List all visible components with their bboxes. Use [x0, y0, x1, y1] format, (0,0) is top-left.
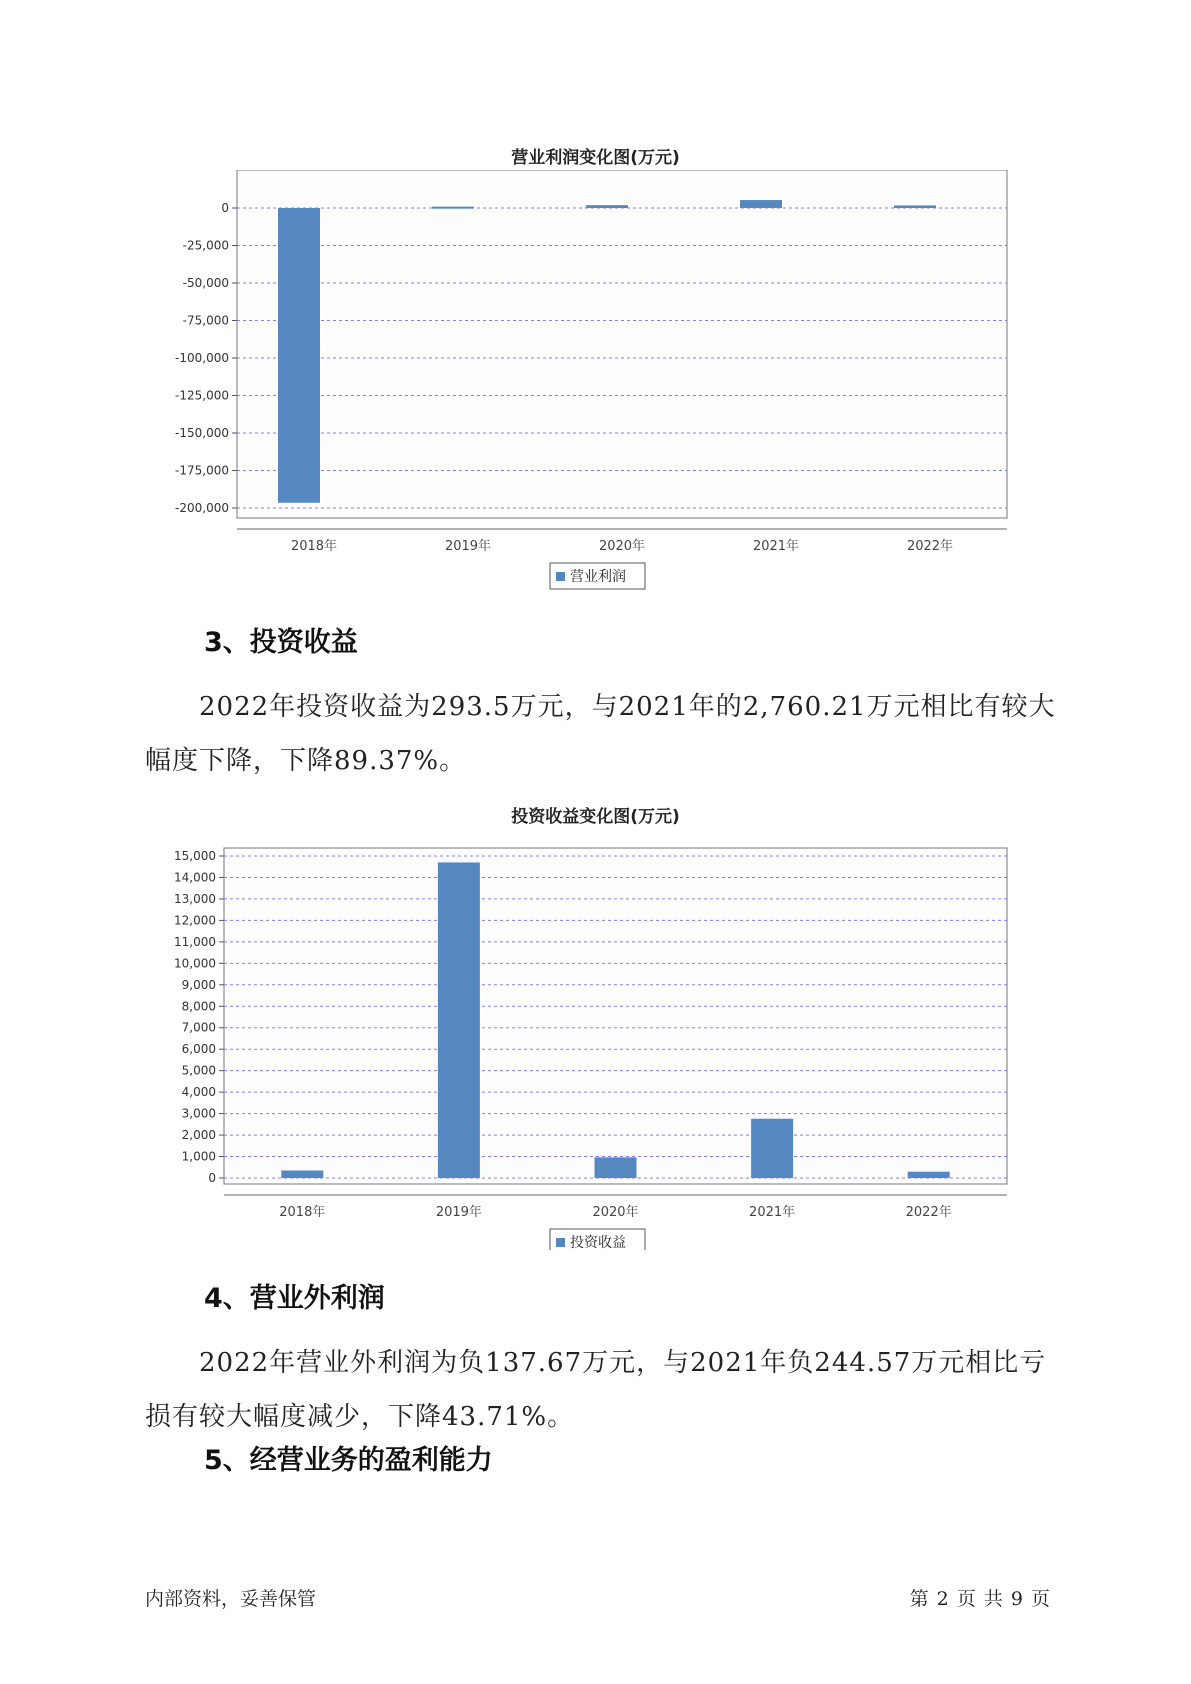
- y-tick-label: 11,000: [174, 934, 216, 949]
- y-tick-label: -100,000: [175, 351, 229, 365]
- y-tick-label: -25,000: [182, 238, 229, 253]
- x-tick-label: 2021年: [749, 1205, 796, 1220]
- x-tick-label: 2021年: [752, 539, 800, 554]
- y-tick-label: 2,000: [181, 1128, 216, 1143]
- y-tick-label: 1,000: [181, 1149, 216, 1164]
- y-tick-label: 14,000: [174, 870, 216, 885]
- y-tick-label: -150,000: [175, 426, 229, 440]
- footer-confidential: 内部资料，妥善保管: [145, 1588, 317, 1610]
- investment-income-chart: [0, 830, 1191, 1250]
- y-tick-label: -200,000: [175, 501, 229, 515]
- y-tick-label: -75,000: [182, 313, 229, 328]
- y-tick-label: 9,000: [181, 977, 216, 992]
- section-3-heading: 3、投资收益: [204, 627, 358, 658]
- chart2-title: 投资收益变化图(万元): [511, 807, 680, 827]
- chart1-title: 营业利润变化图(万元): [511, 148, 680, 168]
- y-tick-label: 8,000: [181, 999, 216, 1014]
- y-tick-label: -125,000: [175, 388, 229, 403]
- y-tick-label: 7,000: [181, 1020, 216, 1035]
- y-tick-label: -50,000: [182, 276, 229, 290]
- bar-投资收益: [595, 1157, 637, 1178]
- bar-投资收益: [908, 1172, 950, 1178]
- section-4-paragraph: 2022年营业外利润为负137.67万元，与2021年负244.57万元相比亏损有较大幅度减少，下降43.71%。: [145, 1348, 1047, 1432]
- x-tick-label: 2022年: [905, 1205, 952, 1220]
- x-tick-label: 2018年: [290, 539, 338, 554]
- y-tick-label: 5,000: [181, 1063, 216, 1078]
- plot-area: [237, 170, 1007, 518]
- bar-营业利润: [586, 205, 628, 208]
- y-tick-label: 12,000: [174, 913, 216, 928]
- bar-营业利润: [894, 205, 936, 208]
- x-tick-label: 2018年: [279, 1205, 326, 1220]
- y-tick-label: 0: [221, 201, 229, 215]
- bar-营业利润: [432, 207, 474, 209]
- legend-label: 营业利润: [570, 569, 626, 585]
- y-tick-label: 0: [208, 1171, 216, 1185]
- legend-label: 投资收益: [570, 1235, 626, 1250]
- legend: [550, 563, 645, 589]
- footer-page-number: 第 2 页 共 9 页: [909, 1588, 1051, 1610]
- x-tick-label: 2020年: [598, 539, 646, 554]
- bar-营业利润: [278, 208, 320, 503]
- y-tick-label: -175,000: [175, 463, 229, 478]
- section-5-heading: 5、经营业务的盈利能力: [204, 1445, 493, 1476]
- legend-swatch: [556, 1238, 565, 1247]
- x-tick-label: 2020年: [592, 1205, 639, 1220]
- plot-area: [224, 848, 1007, 1184]
- bar-投资收益: [438, 862, 480, 1178]
- bar-营业利润: [740, 200, 782, 208]
- bar-投资收益: [751, 1119, 793, 1178]
- bar-投资收益: [281, 1170, 323, 1178]
- y-tick-label: 3,000: [181, 1106, 216, 1121]
- x-tick-label: 2022年: [906, 539, 954, 554]
- x-tick-label: 2019年: [435, 1205, 482, 1220]
- y-tick-label: 4,000: [181, 1085, 216, 1100]
- operating-profit-chart: [0, 170, 1191, 590]
- section-3-paragraph: 2022年投资收益为293.5万元，与2021年的2,760.21万元相比有较大幅度下降，下降89.37%。: [145, 692, 1056, 776]
- section-4-heading: 4、营业外利润: [204, 1283, 385, 1314]
- legend-swatch: [556, 572, 565, 581]
- y-tick-label: 10,000: [174, 956, 216, 971]
- y-tick-label: 13,000: [174, 891, 216, 906]
- legend: [550, 1229, 645, 1250]
- x-tick-label: 2019年: [444, 539, 492, 554]
- y-tick-label: 15,000: [174, 849, 216, 863]
- y-tick-label: 6,000: [181, 1042, 216, 1057]
